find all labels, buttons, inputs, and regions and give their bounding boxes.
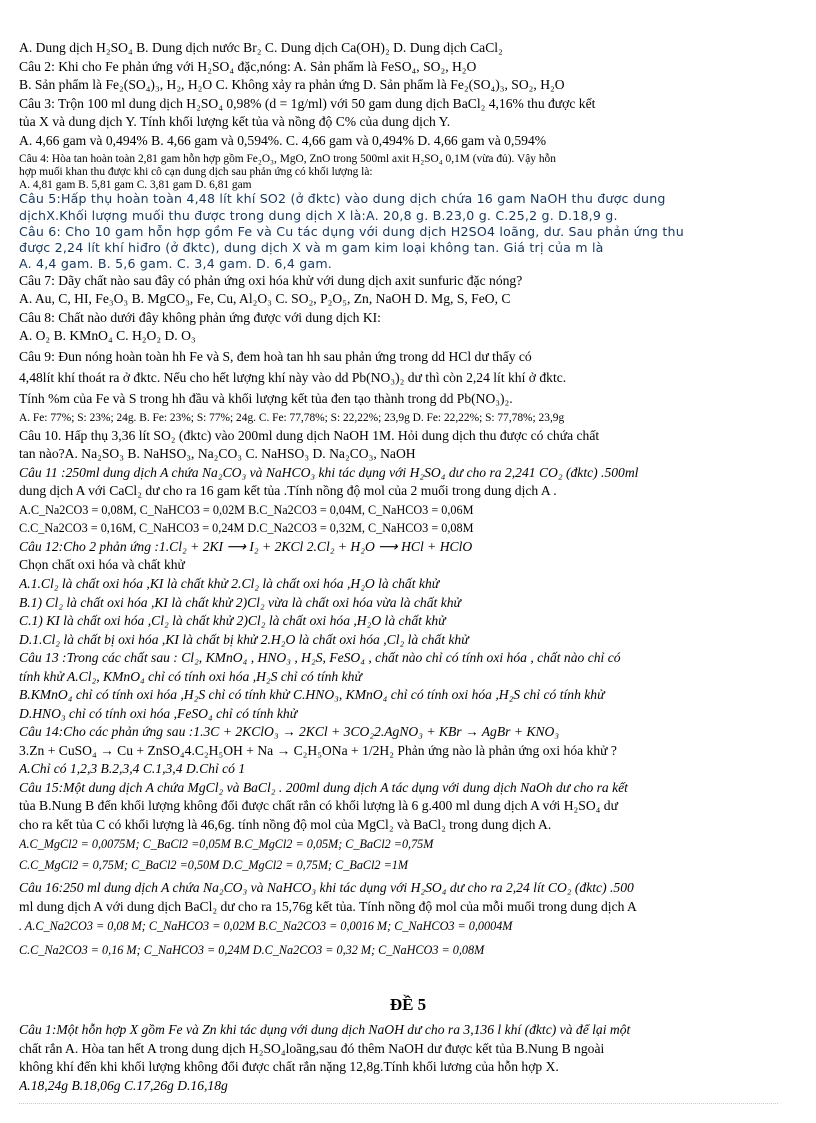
q9-stem-line2: 4,48lít khí thoát ra ở đktc. Nếu cho hết lượng khí này vào dd Pb(NO₃)₂ dư thì còn 2,24 lít khí ở đktc.	[19, 370, 567, 385]
q12-stem: Câu 12:Cho 2 phản ứng :1.Cl₂ + 2KI ⟶ I₂ + 2KCl 2.Cl₂ + H₂O ⟶ HCl + HClO	[19, 539, 473, 554]
q9-options: A. Fe: 77%; S: 23%; 24g. B. Fe: 23%; S: 77%; 24g. C. Fe: 77,78%; S: 22,22%; 23,9g D. Fe: 22,22%; S: 77,78%; 23,9g	[19, 412, 565, 424]
q16-options-ab: . A.C_Na2CO3 = 0,08 M; C_NaHCO3 = 0,02M B.C_Na2CO3 = 0,0016 M; C_NaHCO3 = 0,0004M	[19, 919, 513, 933]
q15-options-ab: A.C_MgCl2 = 0,0075M; C_BaCl2 =0,05M B.C_MgCl2 = 0,05M; C_BaCl2 =0,75M	[19, 837, 434, 851]
q9-stem-line1: Câu 9: Đun nóng hoàn toàn hh Fe và S, đem hoà tan hh sau phản ứng trong dd HCl dư thấy có	[19, 349, 532, 364]
q13-stem-line1: Câu 13 :Trong các chất sau : Cl₂, KMnO₄ , HNO₃ , H₂S, FeSO₄ , chất nào chỉ có tính oxi hóa , chất nào chỉ có	[19, 650, 621, 665]
q16-stem-line1: Câu 16:250 ml dung dịch A chứa Na₂CO₃ và NaHCO₃ khi tác dụng với H₂SO₄ dư cho ra 2,24 lít CO₂ (đktc) .500	[19, 880, 634, 895]
q3-stem-line2: tủa X và dung dịch Y. Tính khối lượng kết tủa và nồng độ C% của dung dịch Y.	[19, 114, 451, 129]
q15-stem-line3: cho ra kết tủa C có khối lượng là 46,6g. tính nồng độ mol của MgCl₂ và BaCl₂ trong dung dịch A.	[19, 817, 552, 832]
q16-stem-line2: ml dung dịch A với dung dịch BaCl₂ dư cho ra 15,76g kết tủa. Tính nồng độ mol của mỗi muối trong dung dịch A	[19, 899, 637, 914]
q13-options-bc: B.KMnO₄ chỉ có tính oxi hóa ,H₂S chỉ có tính khử C.HNO₃, KMnO₄ chỉ có tính oxi hóa ,H₂S chỉ có tính khử	[19, 687, 605, 702]
q15-options-cd: C.C_MgCl2 = 0,75M; C_BaCl2 =0,50M D.C_MgCl2 = 0,75M; C_BaCl2 =1M	[19, 858, 409, 872]
q14-stem-line2: 3.Zn + CuSO₄ → Cu + ZnSO₄4.C₂H₅OH + Na → C₂H₅ONa + 1/2H₂ Phản ứng nào là phản ứng oxi hóa khử ?	[19, 743, 617, 758]
q11-stem-line2: dung dịch A với CaCl₂ dư cho ra 16 gam kết tủa .Tính nồng độ mol của 2 muối trong dung dịch A .	[19, 483, 557, 498]
q4-options: A. 4,81 gam B. 5,81 gam C. 3,81 gam D. 6,81 gam	[19, 179, 252, 191]
q9-stem-line3: Tính %m của Fe và S trong hh đầu và khối lượng kết tủa đen tạo thành trong dd Pb(NO₃)₂.	[19, 391, 513, 406]
q10-options: tan nào?A. Na₂SO₃ B. NaHSO₃, Na₂CO₃ C. NaHSO₃ D. Na₂CO₃, NaOH	[19, 446, 416, 461]
q7-options: A. Au, C, HI, Fe₃O₃ B. MgCO₃, Fe, Cu, Al₂O₃ C. SO₂, P₂O₅, Zn, NaOH D. Mg, S, FeO, C	[19, 291, 511, 306]
q8-options: A. O₂ B. KMnO₄ C. H₂O₂ D. O₃	[19, 328, 196, 343]
q3-stem-line1: Câu 3: Trộn 100 ml dung dịch H₂SO₄ 0,98% (d = 1g/ml) với 50 gam dung dịch BaCl₂ 4,16% thu được kết	[19, 96, 596, 111]
q11-options-ab: A.C_Na2CO3 = 0,08M, C_NaHCO3 = 0,02M B.C_Na2CO3 = 0,04M, C_NaHCO3 = 0,06M	[19, 503, 474, 517]
de5-q1-stem-line1: Câu 1:Một hỗn hợp X gồm Fe và Zn khi tác dụng với dung dịch NaOH dư cho ra 3,136 l khí (đktc) và để lại một	[19, 1022, 631, 1037]
q6-stem-line1: Câu 6: Cho 10 gam hỗn hợp gồm Fe và Cu tác dụng với dung dịch H2SO4 loãng, dư. Sau phản ứng thu	[19, 224, 684, 239]
q4-stem-line2: hợp muối khan thu được khi cô cạn dung dịch sau phản ứng có khối lượng là:	[19, 166, 373, 178]
q2-options: B. Sản phẩm là Fe₂(SO₄)₃, H₂, H₂O C. Không xảy ra phản ứng D. Sản phẩm là Fe₂(SO₄)₃, SO₂, H₂O	[19, 77, 565, 92]
q6-options: A. 4,4 gam. B. 5,6 gam. C. 3,4 gam. D. 6,4 gam.	[19, 256, 333, 271]
q16-options-cd: C.C_Na2CO3 = 0,16 M; C_NaHCO3 = 0,24M D.C_Na2CO3 = 0,32 M; C_NaHCO3 = 0,08M	[19, 943, 485, 957]
q15-stem-line2: tủa B.Nung B đến khối lượng không đổi được chất rắn có khối lượng là 6 g.400 ml dung dịch A với H₂SO₄ dư	[19, 798, 618, 813]
q12-option-a: A.1.Cl₂ là chất oxi hóa ,KI là chất khử 2.Cl₂ là chất oxi hóa ,H₂O là chất khử	[19, 576, 440, 591]
q11-options-cd: C.C_Na2CO3 = 0,16M, C_NaHCO3 = 0,24M D.C_Na2CO3 = 0,32M, C_NaHCO3 = 0,08M	[19, 521, 474, 535]
q1-options: A. Dung dịch H₂SO₄ B. Dung dịch nước Br₂ C. Dung dịch Ca(OH)₂ D. Dung dịch CaCl₂	[19, 40, 503, 55]
q11-stem-line1: Câu 11 :250ml dung dịch A chứa Na₂CO₃ và NaHCO₃ khi tác dụng với H₂SO₄ dư cho ra 2,241 CO₂ (đktc) .500ml	[19, 465, 639, 480]
q12-option-c: C.1) KI là chất oxi hóa ,Cl₂ là chất khử 2)Cl₂ là chất oxi hóa ,H₂O là chất khử	[19, 613, 446, 628]
q12-option-b: B.1) Cl₂ là chất oxi hóa ,KI là chất khử 2)Cl₂ vừa là chất oxi hóa vừa là chất khử	[19, 595, 461, 610]
q12-option-d: D.1.Cl₂ là chất bị oxi hóa ,KI là chất bị khử 2.H₂O là chất oxi hóa ,Cl₂ là chất khử	[19, 632, 469, 647]
q2-stem: Câu 2: Khi cho Fe phản ứng với H₂SO₄ đặc,nóng: A. Sản phẩm là FeSO₄, SO₂, H₂O	[19, 59, 477, 74]
q10-stem: Câu 10. Hấp thụ 3,36 lít SO₂ (đktc) vào 200ml dung dịch NaOH 1M. Hỏi dung dịch thu được có chứa chất	[19, 428, 600, 443]
section-title: ĐỀ 5	[389, 995, 427, 1014]
q14-stem-line1: Câu 14:Cho các phản ứng sau :1.3C + 2KClO₃ → 2KCl + 3CO₂2.AgNO₃ + KBr → AgBr + KNO₃	[19, 724, 560, 739]
de5-q1-stem-line3: không khí đến khi khối lượng không đổi được chất rắn nặng 12,8g.Tính khối lương của hỗn hợp X.	[19, 1059, 559, 1074]
q13-stem-line2: tính khử A.Cl₂, KMnO₄ chỉ có tính oxi hóa ,H₂S chỉ có tính khử	[19, 669, 362, 684]
page-bottom-rule	[19, 1103, 778, 1104]
q15-stem-line1: Câu 15:Một dung dịch A chứa MgCl₂ và BaCl₂ . 200ml dung dịch A tác dụng với dung dịch NaOh dư cho ra kết	[19, 780, 628, 795]
q4-stem-line1: Câu 4: Hòa tan hoàn toàn 2,81 gam hỗn hợp gồm Fe₂O₃, MgO, ZnO trong 500ml axit H₂SO₄ 0,1M (vừa đủ). Vậy hỗn	[19, 153, 556, 165]
q5-stem-line2: dịchX.Khối lượng muối thu được trong dung dịch X là:A. 20,8 g. B.23,0 g. C.25,2 g. D.18,9 g.	[19, 208, 618, 223]
q3-options: A. 4,66 gam và 0,494% B. 4,66 gam và 0,594%. C. 4,66 gam và 0,494% D. 4,66 gam và 0,594%	[19, 133, 547, 148]
q13-option-d: D.HNO₃ chỉ có tính oxi hóa ,FeSO₄ chỉ có tính khử	[19, 706, 298, 721]
de5-q1-stem-line2: chất rắn A. Hòa tan hết A trong dung dịch H₂SO₄loãng,sau đó thêm NaOH dư được kết tủa B.Nung B ngoài	[19, 1041, 605, 1056]
q5-stem-line1: Câu 5:Hấp thụ hoàn toàn 4,48 lít khí SO2 (ở đktc) vào dung dịch chứa 16 gam NaOH thu được dung	[19, 191, 666, 206]
q14-options: A.Chỉ có 1,2,3 B.2,3,4 C.1,3,4 D.Chỉ có 1	[19, 761, 246, 776]
q8-stem: Câu 8: Chất nào dưới đây không phản ứng được với dung dịch KI:	[19, 310, 381, 325]
de5-q1-options: A.18,24g B.18,06g C.17,26g D.16,18g	[19, 1078, 228, 1093]
q6-stem-line2: được 2,24 lít khí hiđro (ở đktc), dung dịch X và m gam kim loại không tan. Giá trị của m là	[19, 240, 604, 255]
q7-stem: Câu 7: Dãy chất nào sau đây có phản ứng oxi hóa khử với dung dịch axit sunfuric đặc nóng?	[19, 273, 523, 288]
q12-prompt: Chọn chất oxi hóa và chất khử	[19, 557, 185, 572]
